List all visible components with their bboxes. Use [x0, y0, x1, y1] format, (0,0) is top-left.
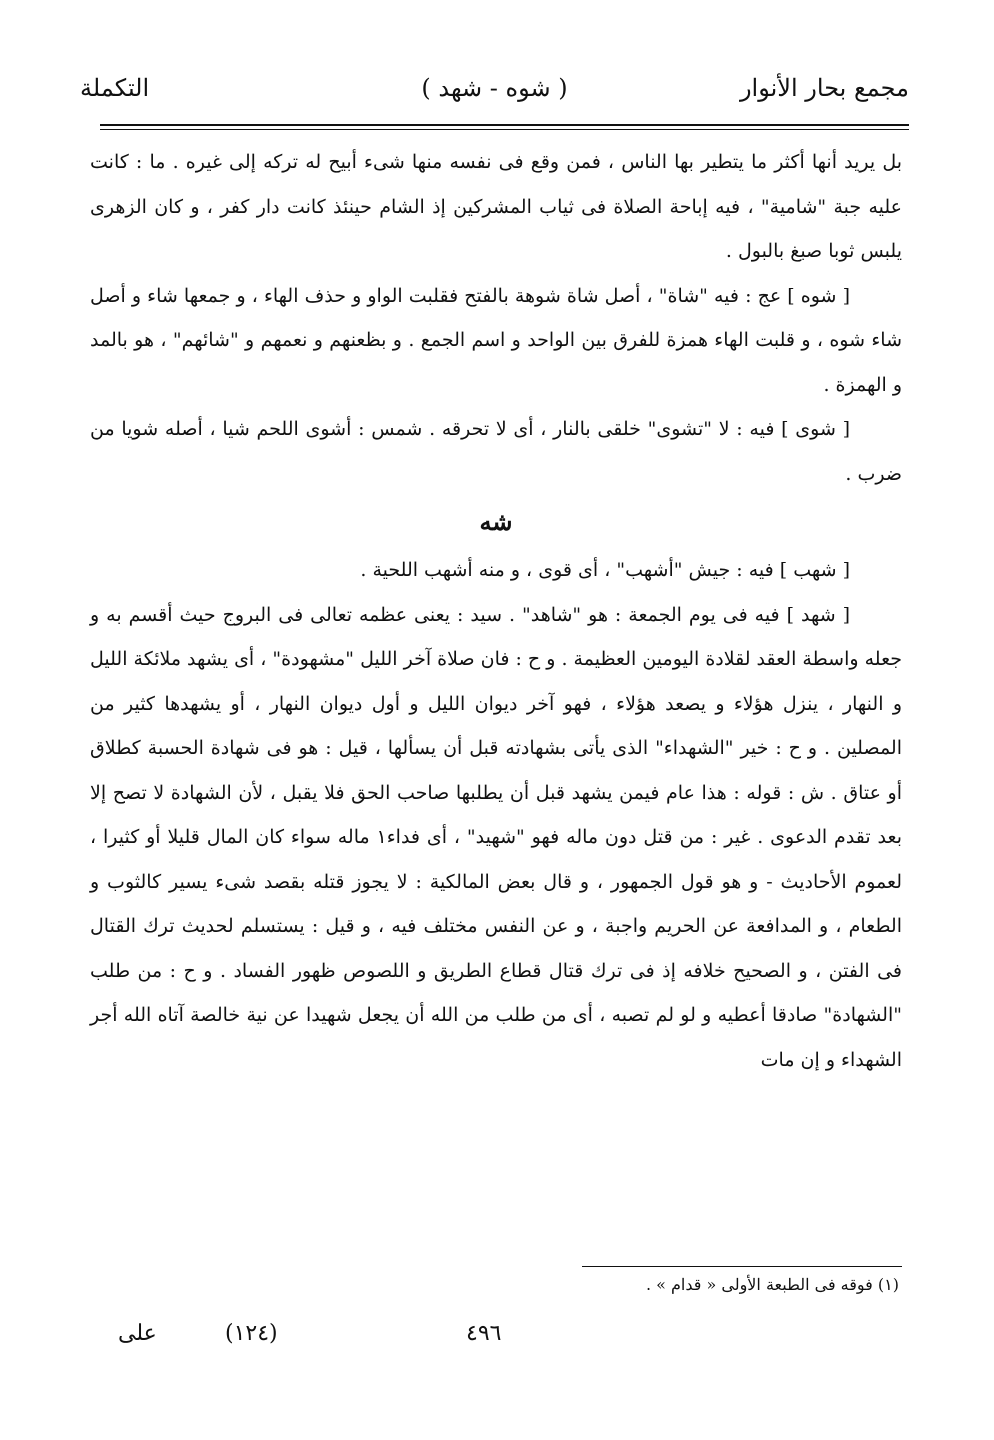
footnote-rule	[582, 1266, 902, 1267]
header-rule	[100, 124, 909, 126]
main-text	[90, 140, 902, 1082]
paragraph-entry-shawa: [ شوى ] فيه : لا "تشوى" خلقى بالنار ، أى لا تحرقه . شمس : أشوى اللحم شيا ، أصله شويا من ضرب .	[90, 418, 902, 485]
section-heading: شه	[479, 507, 513, 536]
book-title: مجمع بحار الأنوار	[739, 74, 909, 102]
entry-range: ( شوه - شهد )	[421, 74, 568, 102]
page-number: ٤٩٦	[466, 1321, 502, 1346]
header-rule-thin	[100, 129, 909, 130]
signature-mark: (١٢٤)	[225, 1321, 278, 1346]
paragraph: بل يريد أنها أكثر ما يتطير بها الناس ، فمن وقع فى نفسه منها شىء أبيح له تركه إلى غيره . ما : كانت عليه جبة "شامية" ، فيه إباحة الصلاة فى ثياب المشركين إذ الشام حينئذ كانت دار كفر ، و كان الزهرى يلبس ثوبا صبغ بالبول .	[90, 151, 902, 262]
footnote: (١) فوقه فى الطبعة الأولى « قدام » .	[645, 1275, 899, 1294]
paragraph-entry-shawh: [ شوه ] عج : فيه "شاة" ، أصل شاة شوهة بالفتح فقلبت الواو و حذف الهاء ، و جمعها شاء و أصل شاء شوه ، و قلبت الهاء همزة للفرق بين الواحد و اسم الجمع . و بظعنهم و نعمهم و "شائهم" ، هو بالمد و الهمزة .	[90, 284, 902, 396]
paragraph-entry-shahab: [ شهب ] فيه : جيش "أشهب" ، أى قوى ، و منه أشهب اللحية .	[360, 559, 850, 581]
running-header	[80, 68, 909, 108]
catchword: على	[118, 1321, 157, 1346]
paragraph-entry-shahid: [ شهد ] فيه فى يوم الجمعة : هو "شاهد" . سيد : يعنى عظمه تعالى فى البروج حيث أقسم به و جعله واسطة العقد لقلادة اليومين العظيمة . و ح : فان صلاة آخر الليل "مشهودة" ، أى يشهد ملائكة الليل و النهار ، ينزل هؤلاء و يصعد هؤلاء ، فهو آخر ديوان الليل و أول ديوان النهار ، أو يشهدها كثير من المصلين . و ح : خير "الشهداء" الذى يأتى بشهادته قبل أن يسألها ، قيل : هو فى شهادة الحسبة كطلاق أو عتاق . ش : قوله : هذا عام فيمن يشهد قبل أن يطلبها صاحب الحق فلا يقبل ، لأن الشهادة لا تصح إلا بعد تقدم الدعوى . غير : من قتل دون ماله فهو "شهيد" ، أى فداء١ ماله سواء كان المال قليلا أو كثيرا ، لعموم الأحاديث - و هو قول الجمهور ، و قال بعض المالكية : لا يجوز قتله بقصد شىء يسير كالثوب و الطعام ، و المدافعة عن الحريم واجبة ، و عن النفس مختلف فيه ، و قيل : يستسلم لحديث ترك القتال فى الفتن ، و الصحيح خلافه إذ فى ترك قتال قطاع الطريق و اللصوص ظهور الفساد . و ح : من طلب "الشهادة" صادقا أعطيه و لو لم تصبه ، أى من طلب من الله أن يجعل شهيدا عن نية خالصة آتاه الله أجر الشهداء و إن مات	[90, 603, 902, 1071]
volume-label: التكملة	[80, 74, 150, 102]
